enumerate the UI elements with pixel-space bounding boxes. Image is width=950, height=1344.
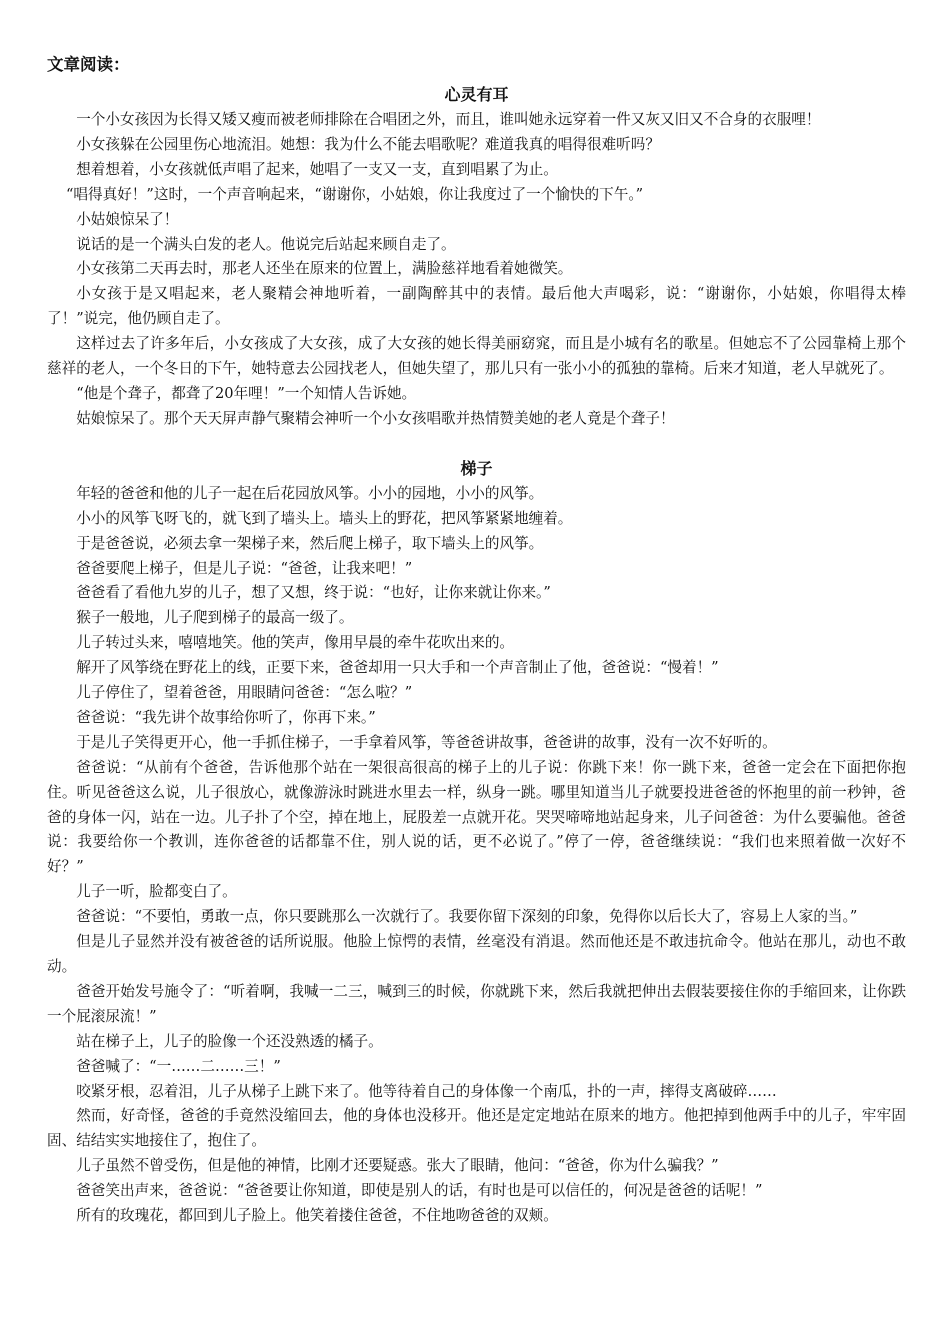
- paragraph: 爸爸说：“从前有个爸爸，告诉他那个站在一架很高很高的梯子上的儿子说：你跳下来！你一跳下来，爸爸一定会在下面把你抱住。听见爸爸这么说，儿子很放心，就像游泳时跳进水里去一样，纵身一跳。哪里知道当儿子就要投进爸爸的怀抱里的前一秒钟，爸爸的身体一闪，站在一边。儿子扑了个空，掉在地上，屁股差一点就开花。哭哭啼啼地站起身来，儿子问爸爸：为什么要骗他。爸爸说：我要给你一个教训，连你爸爸的话都靠不住，别人说的话，更不必说了。”停了一停，爸爸继续说：“我们也来照着做一次好不好？”: [47, 758, 906, 876]
- paragraph: 于是爸爸说，必须去拿一架梯子来，然后爬上梯子，取下墙头上的风筝。: [76, 534, 544, 552]
- paragraph: 解开了风筝绕在野花上的线，正要下来，爸爸却用一只大手和一个声音制止了他，爸爸说：“慢着！”: [76, 659, 719, 677]
- paragraph: 儿子停住了，望着爸爸，用眼睛问爸爸：“怎么啦？”: [76, 684, 413, 702]
- paragraph: 但是儿子显然并没有被爸爸的话所说服。他脸上惊愕的表情，丝毫没有消退。然而他还是不敢违抗命令。他站在那儿，动也不敢动。: [47, 933, 906, 975]
- paragraph: 爸爸说：“我先讲个故事给你听了，你再下来。”: [76, 708, 376, 726]
- paragraph: “唱得真好！”这时，一个声音响起来，“谢谢你，小姑娘，你让我度过了一个愉快的下午。”: [65, 185, 644, 203]
- paragraph: 姑娘惊呆了。那个天天屏声静气聚精会神听一个小女孩唱歌并热情赞美她的老人竟是个聋子！: [76, 409, 675, 427]
- paragraph: 爸爸笑出声来，爸爸说：“爸爸要让你知道，即使是别人的话，有时也是可以信任的，何况是爸爸的话呢！”: [76, 1182, 763, 1200]
- article-title: 心灵有耳: [444, 85, 509, 104]
- paragraph: 儿子转过头来，嘻嘻地笑。他的笑声，像用早晨的牵牛花吹出来的。: [76, 634, 515, 652]
- paragraph: 小女孩于是又唱起来，老人聚精会神地听着，一副陶醉其中的表情。最后他大声喝彩，说：“谢谢你，小姑娘，你唱得太棒了！”说完，他仍顾自走了。: [47, 285, 906, 328]
- paragraph: 爸爸喊了：“一……二……三！”: [76, 1057, 281, 1075]
- paragraph: 爸爸说：“不要怕，勇敢一点，你只要跳那么一次就行了。我要你留下深刻的印象，免得你以后长大了，容易上人家的当。”: [76, 908, 858, 926]
- paragraph: 小小的风筝飞呀飞的，就飞到了墙头上。墙头上的野花，把风筝紧紧地缠着。: [76, 509, 573, 527]
- paragraph: 小女孩躲在公园里伤心地流泪。她想：我为什么不能去唱歌呢？难道我真的唱得很难听吗？: [76, 135, 660, 153]
- paragraph: 爸爸开始发号施令了：“听着啊，我喊一二三，喊到三的时候，你就跳下来，然后我就把伸出去假装要接住你的手缩回来，让你跌一个屁滚尿流！”: [47, 982, 906, 1025]
- paragraph: 儿子虽然不曾受伤，但是他的神情，比刚才还要疑惑。张大了眼睛，他问：“爸爸，你为什么骗我？”: [76, 1157, 719, 1175]
- paragraph: 猴子一般地，儿子爬到梯子的最高一级了。: [76, 609, 354, 627]
- paragraph: 爸爸看了看他九岁的儿子，想了又想，终于说：“也好，让你来就让你来。”: [76, 584, 551, 602]
- article-tizi: [47, 456, 906, 1229]
- section-heading: 文章阅读：: [47, 55, 130, 74]
- paragraph: 小姑娘惊呆了！: [76, 210, 179, 228]
- paragraph: 咬紧牙根，忍着泪，儿子从梯子上跳下来了。他等待着自己的身体像一个南瓜，扑的一声，摔得支离破碎……: [76, 1082, 777, 1100]
- paragraph: 站在梯子上，儿子的脸像一个还没熟透的橘子。: [76, 1032, 383, 1050]
- paragraph: 于是儿子笑得更开心，他一手抓住梯子，一手拿着风筝，等爸爸讲故事，爸爸讲的故事，没有一次不好听的。: [76, 733, 777, 751]
- paragraph: 一个小女孩因为长得又矮又瘦而被老师排除在合唱团之外，而且，谁叫她永远穿着一件又灰又旧又不合身的衣服哩！: [76, 111, 821, 128]
- paragraph: 儿子一听，脸都变白了。: [76, 883, 237, 901]
- paragraph: 小女孩第二天再去时，那老人还坐在原来的位置上，满脸慈祥地看着她微笑。: [76, 260, 573, 278]
- paragraph: 年轻的爸爸和他的儿子一起在后花园放风筝。小小的园地，小小的风筝。: [76, 484, 544, 502]
- paragraph: 想着想着，小女孩就低声唱了起来，她唱了一支又一支，直到唱累了为止。: [76, 160, 558, 178]
- paragraph: 所有的玫瑰花，都回到儿子脸上。他笑着搂住爸爸，不住地吻爸爸的双颊。: [76, 1207, 558, 1225]
- paragraph: 爸爸要爬上梯子，但是儿子说：“爸爸，让我来吧！”: [76, 559, 413, 577]
- article-title: 梯子: [460, 458, 493, 478]
- paragraph: 然而，好奇怪，爸爸的手竟然没缩回去，他的身体也没移开。他还是定定地站在原来的地方。他把掉到他两手中的儿子，牢牢固固、结结实实地接住了，抱住了。: [47, 1107, 906, 1150]
- paragraph: 这样过去了许多年后，小女孩成了大女孩，成了大女孩的她长得美丽窈窕，而且是小城有名的歌星。但她忘不了公园靠椅上那个慈祥的老人，一个冬日的下午，她特意去公园找老人，但她失望了，那儿只有一张小小的孤独的靠椅。后来才知道，老人早就死了。: [47, 335, 906, 378]
- article-xinling-youer: [47, 82, 906, 432]
- paragraph: 说话的是一个满头白发的老人。他说完后站起来顾自走了。: [76, 235, 456, 253]
- paragraph: “他是个聋子，都聋了20年哩！”一个知情人告诉她。: [76, 384, 417, 402]
